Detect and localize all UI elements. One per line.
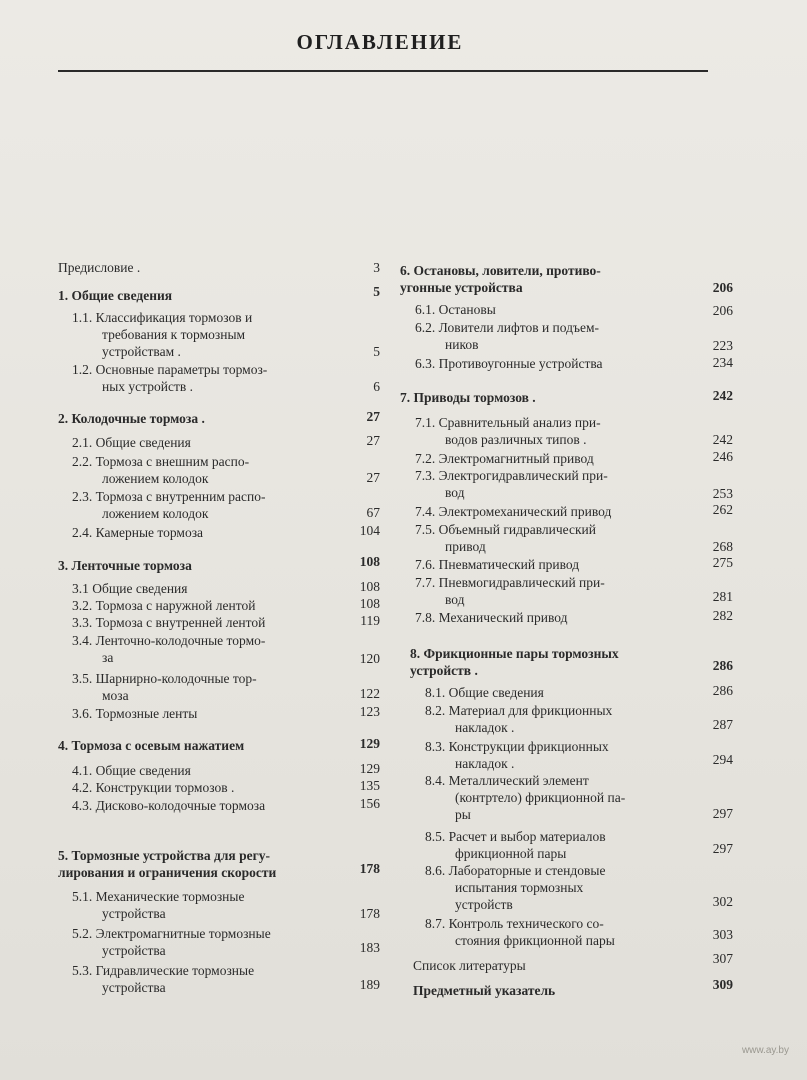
toc-page-number: 5 [373, 284, 380, 299]
toc-entry-line: Предисловие . [58, 260, 141, 275]
toc-page-number: 297 [712, 806, 733, 821]
toc-entry-line: 5.1. Механические тормозные [72, 889, 245, 904]
toc-page-number: 67 [366, 505, 380, 520]
toc-entry-s4_2 [72, 779, 234, 796]
toc-entry-line: ных устройств . [102, 379, 193, 394]
toc-entry-line: фрикционной пары [455, 846, 567, 861]
toc-entry-line: 8.1. Общие сведения [425, 685, 544, 700]
toc-entry-s4_3 [72, 797, 265, 814]
toc-entry-line: 6.1. Остановы [415, 302, 496, 317]
toc-entry-s5_2 [72, 925, 271, 959]
toc-entry-line: 5. Тормозные устройства для регу- [58, 848, 270, 863]
toc-entry-s7_1 [415, 414, 601, 448]
toc-entry-line: 3.2. Тормоза с наружной лентой [72, 598, 256, 613]
toc-entry-s3_2 [72, 597, 255, 614]
toc-page-number: 27 [366, 409, 380, 424]
toc-entry-line: 3. Ленточные тормоза [58, 558, 192, 573]
toc-entry-line: 3.1 Общие сведения [72, 581, 188, 596]
toc-entry-line: угонные устройства [400, 280, 523, 295]
toc-entry-line: (контртело) фрикционной па- [455, 790, 626, 805]
toc-entry-line: за [102, 650, 114, 665]
toc-entry-line: 4.3. Дисково-колодочные тормоза [72, 798, 266, 813]
toc-entry-line: 3.4. Ленточно-колодочные тормо- [72, 633, 266, 648]
toc-page-number: 108 [359, 579, 380, 594]
toc-entry-line: 7.3. Электрогидравлический при- [415, 468, 608, 483]
toc-entry-line: устройств [455, 897, 513, 912]
toc-entry-s7_5 [415, 521, 596, 555]
toc-entry-line: 8.3. Конструкции фрикционных [425, 739, 609, 754]
toc-entry-s3_6 [72, 705, 197, 722]
toc-entry-s7_4 [415, 503, 611, 520]
toc-page-number: 156 [359, 796, 380, 811]
toc-page-number: 129 [359, 736, 380, 751]
toc-entry-line: Предметный указатель [413, 983, 556, 998]
watermark: www.ay.by [741, 1045, 789, 1056]
toc-entry-line: накладок . [455, 756, 515, 771]
toc-entry-idx [413, 982, 555, 999]
toc-page-number: 135 [359, 778, 380, 793]
toc-page-number: 282 [712, 608, 733, 623]
toc-page-number: 262 [712, 502, 733, 517]
toc-page-number: 303 [712, 927, 733, 942]
toc-page-number: 297 [712, 841, 733, 856]
toc-entry-s7_6 [415, 556, 579, 573]
toc-entry-line: 8.4. Металлический элемент [425, 773, 589, 788]
toc-page-number: 302 [712, 894, 733, 909]
toc-entry-ch1 [58, 287, 172, 304]
toc-page-number: 119 [360, 613, 380, 628]
toc-entry-line: устройства [102, 980, 166, 995]
toc-entry-line: 6. Остановы, ловители, противо- [400, 263, 601, 278]
toc-entry-line: 4.1. Общие сведения [72, 763, 191, 778]
toc-page-number: 246 [712, 449, 733, 464]
toc-entry-s3_1 [72, 580, 187, 597]
toc-page-number: 104 [359, 523, 380, 538]
toc-entry-s8_3 [425, 738, 609, 772]
toc-entry-s8_1 [425, 684, 544, 701]
toc-entry-ch3 [58, 557, 192, 574]
toc-entry-line: 5.3. Гидравлические тормозные [72, 963, 255, 978]
toc-entry-line: 2.1. Общие сведения [72, 435, 191, 450]
toc-entry-line: устройства [102, 943, 166, 958]
toc-entry-line: водов различных типов . [445, 432, 587, 447]
toc-page-number: 268 [712, 539, 733, 554]
toc-page-number: 223 [712, 338, 733, 353]
toc-entry-line: 4. Тормоза с осевым нажатием [58, 738, 245, 753]
title-rule [58, 70, 708, 72]
toc-entry-ch7 [400, 389, 536, 406]
toc-entry-line: 3.5. Шарнирно-колодочные тор- [72, 671, 257, 686]
toc-entry-line: 6.2. Ловители лифтов и подъем- [415, 320, 600, 335]
toc-entry-line: ложением колодок [102, 471, 209, 486]
toc-entry-line: 2.4. Камерные тормоза [72, 525, 204, 540]
toc-page-number: 206 [712, 303, 733, 318]
toc-entry-lit [413, 957, 526, 974]
toc-entry-line: ры [455, 807, 471, 822]
toc-entry-ch6 [400, 262, 601, 296]
toc-page-number: 3 [373, 260, 380, 275]
toc-page-number: 108 [359, 596, 380, 611]
toc-entry-line: требования к тормозным [102, 327, 246, 342]
toc-entry-line: ложением колодок [102, 506, 209, 521]
toc-entry-line: 3.6. Тормозные ленты [72, 706, 198, 721]
toc-entry-line: вод [445, 485, 465, 500]
toc-entry-line: испытания тормозных [455, 880, 584, 895]
toc-entry-line: 6.3. Противоугонные устройства [415, 356, 603, 371]
toc-entry-s7_7 [415, 574, 605, 608]
toc-page-number: 287 [712, 717, 733, 732]
toc-entry-line: стояния фрикционной пары [455, 933, 615, 948]
toc-page-number: 122 [359, 686, 380, 701]
toc-entry-line: моза [102, 688, 129, 703]
toc-entry-s2_3 [72, 488, 265, 522]
toc-entry-line: 8.7. Контроль технического со- [425, 916, 604, 931]
toc-page-number: 120 [359, 651, 380, 666]
toc-page-number: 275 [712, 555, 733, 570]
toc-entry-line: 2.3. Тормоза с внутренним распо- [72, 489, 266, 504]
toc-entry-line: устройств . [410, 663, 478, 678]
toc-entry-line: накладок . [455, 720, 515, 735]
toc-page-number: 253 [712, 486, 733, 501]
toc-entry-line: 7.4. Электромеханический привод [415, 504, 612, 519]
bleed-through-text [505, 78, 555, 106]
toc-entry-line: 7. Приводы тормозов . [400, 390, 536, 405]
toc-entry-s2_4 [72, 524, 203, 541]
toc-page-number: 206 [712, 280, 733, 295]
toc-entry-line: 8. Фрикционные пары тормозных [410, 646, 619, 661]
toc-entry-s7_2 [415, 450, 594, 467]
toc-entry-s8_4 [425, 772, 625, 823]
toc-page-number: 286 [712, 683, 733, 698]
toc-entry-line: 8.2. Материал для фрикционных [425, 703, 613, 718]
toc-entry-line: 7.7. Пневмогидравлический при- [415, 575, 605, 590]
toc-entry-s2_1 [72, 434, 191, 451]
toc-entry-s3_4 [72, 632, 265, 666]
toc-entry-s2_2 [72, 453, 249, 487]
toc-entry-line: привод [445, 539, 486, 554]
toc-entry-s8_2 [425, 702, 612, 736]
toc-entry-ch4 [58, 737, 244, 754]
toc-entry-s6_3 [415, 355, 603, 372]
toc-entry-line: 8.6. Лабораторные и стендовые [425, 863, 606, 878]
toc-page-number: 27 [366, 433, 380, 448]
toc-page-number: 189 [359, 977, 380, 992]
toc-entry-line: лирования и ограничения скорости [58, 865, 277, 880]
toc-page-number: 309 [712, 977, 733, 992]
toc-entry-s1_1 [72, 309, 252, 360]
toc-page-number: 294 [712, 752, 733, 767]
toc-entry-s8_5 [425, 828, 606, 862]
toc-entry-line: вод [445, 592, 465, 607]
toc-page-number: 281 [712, 589, 733, 604]
toc-entry-s3_3 [72, 614, 265, 631]
toc-page-number: 242 [712, 388, 733, 403]
toc-page-number: 123 [359, 704, 380, 719]
toc-entry-line: 7.2. Электромагнитный привод [415, 451, 594, 466]
toc-entry-line: 7.5. Объемный гидравлический [415, 522, 596, 537]
toc-entry-line: Список литературы [413, 958, 526, 973]
toc-entry-line: 4.2. Конструкции тормозов . [72, 780, 235, 795]
toc-entry-line: 7.8. Механический привод [415, 610, 568, 625]
toc-entry-s5_1 [72, 888, 244, 922]
page-title: ОГЛАВЛЕНИЕ [296, 30, 464, 54]
toc-page-number: 178 [359, 906, 380, 921]
toc-entry-line: 2.2. Тормоза с внешним распо- [72, 454, 250, 469]
toc-page-number: 178 [359, 861, 380, 876]
toc-entry-line: 5.2. Электромагнитные тормозные [72, 926, 271, 941]
toc-entry-line: 1.1. Классификация тормозов и [72, 310, 253, 325]
toc-page-number: 27 [366, 470, 380, 485]
toc-page-number: 6 [373, 379, 380, 394]
toc-page-number: 307 [712, 951, 733, 966]
toc-entry-line: 2. Колодочные тормоза . [58, 411, 205, 426]
toc-entry-line: 1.2. Основные параметры тормоз- [72, 362, 268, 377]
toc-page-number: 5 [373, 344, 380, 359]
toc-entry-s8_7 [425, 915, 615, 949]
toc-entry-ch5 [58, 847, 276, 881]
toc-entry-s1_2 [72, 361, 267, 395]
toc-page-number: 234 [712, 355, 733, 370]
toc-entry-pref [58, 259, 140, 276]
toc-entry-line: 7.6. Пневматический привод [415, 557, 580, 572]
toc-entry-s5_3 [72, 962, 254, 996]
toc-entry-s7_3 [415, 467, 608, 501]
toc-entry-s8_6 [425, 862, 605, 913]
toc-entry-line: 3.3. Тормоза с внутренней лентой [72, 615, 266, 630]
toc-entry-s6_2 [415, 319, 599, 353]
toc-entry-line: устройства [102, 906, 166, 921]
toc-entry-line: 8.5. Расчет и выбор материалов [425, 829, 606, 844]
toc-entry-line: устройствам . [102, 344, 181, 359]
toc-entry-line: 1. Общие сведения [58, 288, 173, 303]
toc-entry-ch2 [58, 410, 205, 427]
toc-entry-ch8 [410, 645, 619, 679]
toc-entry-s4_1 [72, 762, 191, 779]
toc-page-number: 129 [359, 761, 380, 776]
toc-entry-line: 7.1. Сравнительный анализ при- [415, 415, 601, 430]
toc-page-number: 108 [359, 554, 380, 569]
toc-entry-s7_8 [415, 609, 567, 626]
toc-entry-line: ников [445, 337, 479, 352]
toc-entry-s6_1 [415, 301, 496, 318]
toc-entry-s3_5 [72, 670, 257, 704]
toc-page-number: 183 [359, 940, 380, 955]
toc-page-number: 286 [712, 658, 733, 673]
toc-page-number: 242 [712, 432, 733, 447]
